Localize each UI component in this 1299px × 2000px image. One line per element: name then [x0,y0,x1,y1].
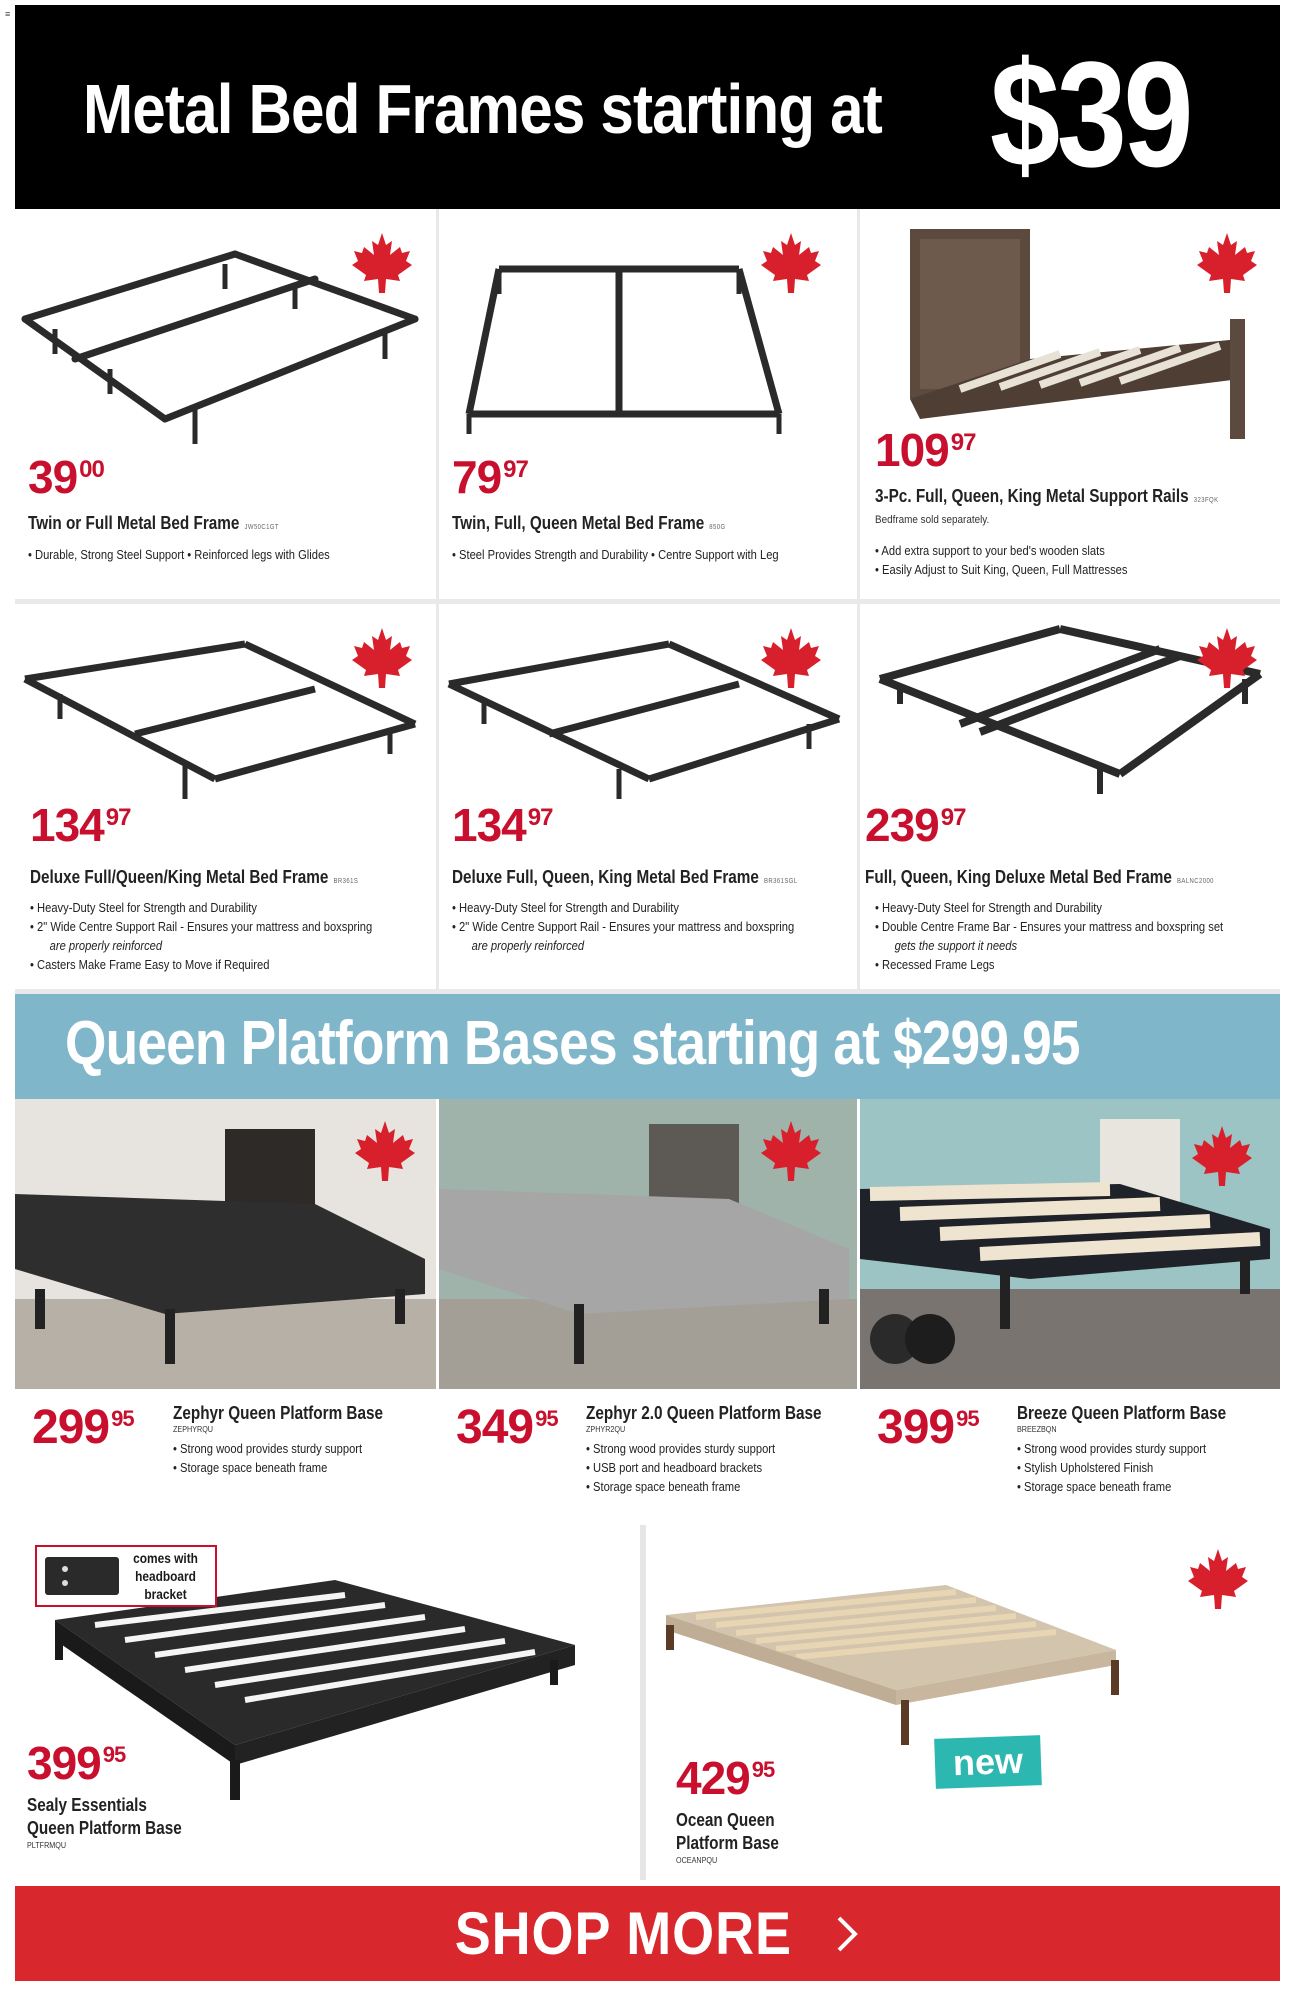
chevron-right-icon [835,1914,859,1954]
product-price: $399^{95}$ [877,1401,979,1454]
product-price: $109^{97}$ [875,424,976,476]
product-card-zephyr[interactable] [15,1389,436,1525]
product-price: $429^{95}$ [676,1752,775,1804]
product-card-zephyr-2[interactable] [439,1389,857,1525]
product-card-twin-full-frame[interactable] [15,209,436,599]
product-title: Deluxe Full/Queen/King Metal Bed Frame BR361S [30,867,359,887]
zephyr-platform-photo [15,1099,436,1389]
shop-more-label: SHOP MORE [454,1900,793,1967]
product-title: Twin, Full, Queen Metal Bed Frame 850G [452,513,726,533]
product-sku: OCEANPQU [676,1856,718,1865]
product-title-line1: Ocean Queen [676,1810,775,1830]
shop-more-button[interactable] [15,1886,1280,1981]
product-price: $39^{00}$ [28,451,104,503]
headboard-bracket-callout [35,1545,217,1607]
product-title-line2: Platform Base [676,1833,779,1853]
product-price: $239^{97}$ [865,799,966,851]
product-card-breeze[interactable] [860,1389,1280,1525]
bottom-products [15,1525,1280,1880]
canadian-maple-leaf-icon [350,231,414,295]
banner-heading: Metal Bed Frames starting at [83,70,882,148]
canadian-maple-leaf-icon [759,1119,823,1183]
product-price: $299^{95}$ [32,1401,134,1454]
product-price: $134^{97}$ [30,799,131,851]
product-title-line1: Sealy Essentials [27,1795,147,1815]
product-title: 3-Pc. Full, Queen, King Metal Support Rails 323FQK [875,486,1219,506]
queen-platform-bases-banner [15,994,1280,1099]
product-features: • Steel Provides Strength and Durability • Centre Support with Leg [452,547,779,562]
product-title: Zephyr Queen Platform Base [173,1403,384,1423]
product-features: • Heavy-Duty Steel for Strength and Durability • 2" Wide Centre Support Rail - Ensures your mattress and boxspring are properly reinforced [452,898,794,955]
metal-bed-frames-banner [15,5,1280,209]
product-title: Deluxe Full, Queen, King Metal Bed Frame BR361SGL [452,867,798,887]
new-badge: new [934,1735,1042,1789]
banner-heading: Queen Platform Bases starting at $299.95 [65,1009,1080,1078]
menu-icon[interactable]: ≡ [5,9,11,19]
product-card-sealy-essentials[interactable] [15,1525,640,1880]
product-features: • Strong wood provides sturdy support • Stylish Upholstered Finish • Storage space beneath frame [1017,1439,1206,1496]
product-features: • Heavy-Duty Steel for Strength and Durability • Double Centre Frame Bar - Ensures your mattress and boxspring set gets the support it needs • Recessed Frame Legs [875,898,1223,974]
product-price: $399^{95}$ [27,1737,126,1789]
canadian-maple-leaf-icon [350,626,414,690]
zephyr-2-platform-photo [439,1099,857,1389]
product-card-ocean[interactable] [646,1525,1280,1880]
canadian-maple-leaf-icon [1195,626,1259,690]
headboard-bracket-icon [43,1553,121,1599]
canadian-maple-leaf-icon [1190,1124,1254,1188]
breeze-platform-photo [860,1099,1280,1389]
product-price: $134^{97}$ [452,799,553,851]
canadian-maple-leaf-icon [1186,1547,1250,1611]
product-note: Bedframe sold separately. [875,514,990,526]
product-card-deluxe-full-queen-king[interactable] [15,604,436,989]
canadian-maple-leaf-icon [759,231,823,295]
product-title: Twin or Full Metal Bed Frame JW50C1GT [28,513,279,533]
product-features: • Durable, Strong Steel Support • Reinforced legs with Glides [28,547,330,562]
product-card-twin-full-queen-frame[interactable] [439,209,857,599]
product-card-support-rails[interactable] [860,209,1280,599]
product-sku: BREEZBQN [1017,1425,1057,1434]
banner-price: $39 [990,30,1191,198]
product-card-deluxe-full-queen-king-glides[interactable] [439,604,857,989]
product-title: Zephyr 2.0 Queen Platform Base [586,1403,822,1423]
product-features: • Add extra support to your bed's wooden slats • Easily Adjust to Suit King, Queen, Full Mattresses [875,541,1127,579]
product-title: Breeze Queen Platform Base [1017,1403,1227,1423]
callout-text: comes with headboard bracket [133,1550,198,1602]
canadian-maple-leaf-icon [353,1119,417,1183]
canadian-maple-leaf-icon [1195,231,1259,295]
product-sku: ZPHYR2QU [586,1425,626,1434]
product-card-deluxe-metal-bed-frame[interactable] [860,604,1280,989]
product-sku: PLTFRMQU [27,1841,67,1850]
product-sku: ZEPHYRQU [173,1425,214,1434]
product-features: • Strong wood provides sturdy support • Storage space beneath frame [173,1439,362,1477]
product-title-line2: Queen Platform Base [27,1818,182,1838]
canadian-maple-leaf-icon [759,626,823,690]
product-title: Full, Queen, King Deluxe Metal Bed Frame BALNC2000 [865,867,1214,887]
product-features: • Strong wood provides sturdy support • USB port and headboard brackets • Storage space beneath frame [586,1439,775,1496]
product-price: $349^{95}$ [456,1401,558,1454]
product-features: • Heavy-Duty Steel for Strength and Durability • 2" Wide Centre Support Rail - Ensures your mattress and boxspring are properly reinforced • Casters Make Frame Easy to Move if Required [30,898,372,974]
product-price: $79^{97}$ [452,451,528,503]
